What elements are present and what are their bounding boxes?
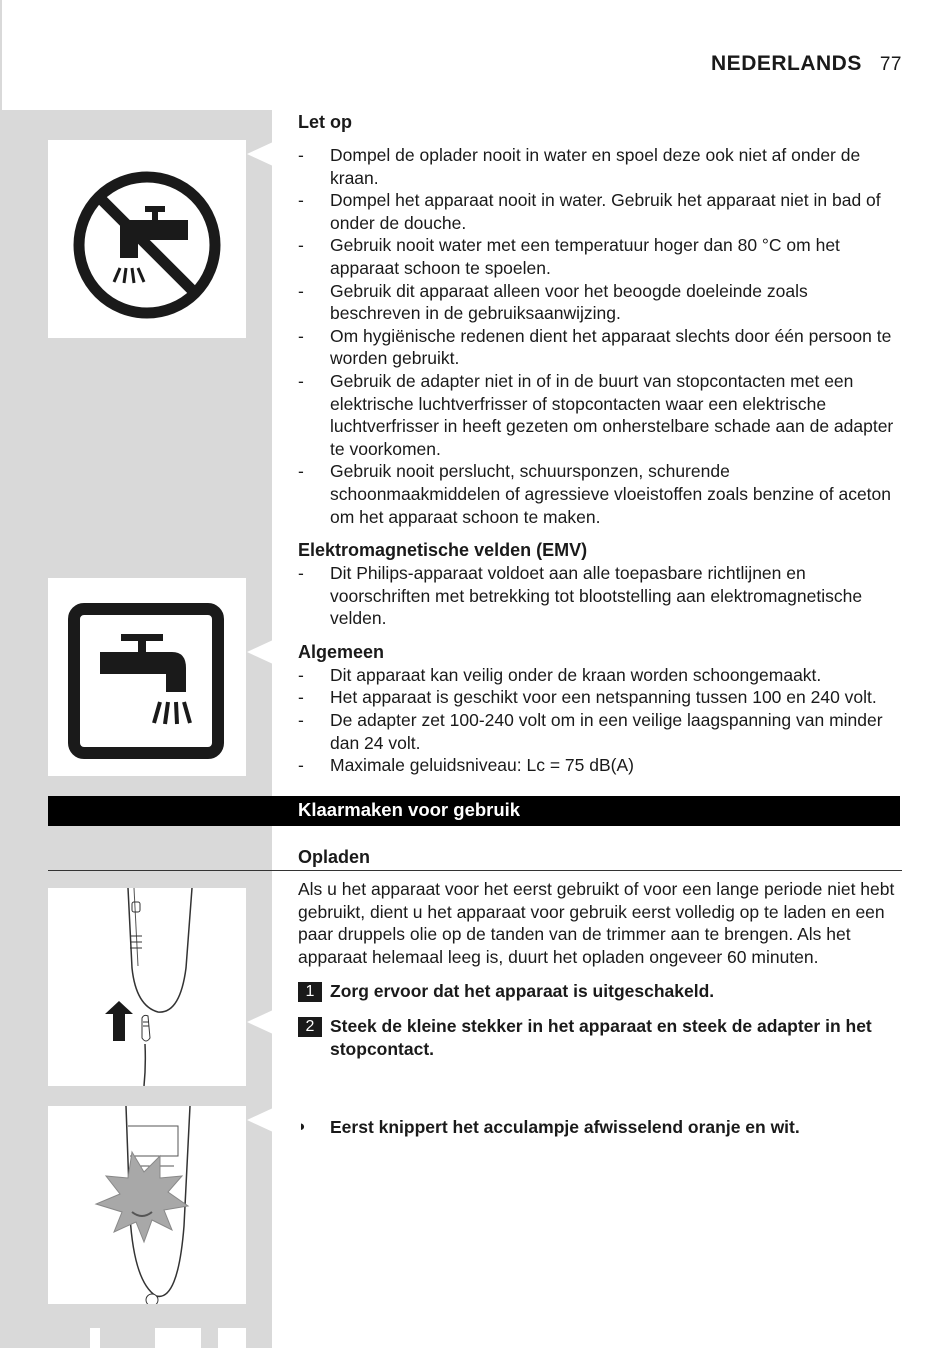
letop-list	[298, 144, 902, 528]
opladen-heading: Opladen	[298, 847, 371, 867]
page-edge-fragment	[155, 1328, 201, 1348]
no-water-icon-box	[48, 140, 246, 338]
result-line	[298, 1116, 902, 1139]
list-item: - Gebruik dit apparaat alleen voor het beoogde doeleinde zoals beschreven in de gebruiksaanwijzing.	[298, 280, 902, 325]
step-2	[298, 1015, 902, 1060]
list-item: - Gebruik de adapter niet in of in de buurt van stopcontacten met een elektrische luchtverfrisser of stopcontacten waar een elektrische luchtverfrisser in heeft gezeten om onherstelbare schade aan de adapter te voorkomen.	[298, 370, 902, 460]
emv-heading: Elektromagnetische velden (EMV)	[298, 540, 588, 561]
trimmer-charging-illustration	[48, 888, 246, 1086]
step-number: 2	[298, 1017, 322, 1037]
step-number: 1	[298, 982, 322, 1002]
list-item: - Het apparaat is geschikt voor een netspanning tussen 100 en 240 volt.	[298, 686, 902, 709]
step-1	[298, 980, 902, 1003]
result-marker-icon: ◗	[298, 1118, 308, 1135]
page-header	[711, 52, 902, 76]
callout-pointer	[247, 1010, 273, 1034]
trimmer-charge-box	[48, 888, 246, 1086]
list-item: - Om hygiënische redenen dient het apparaat slechts door één persoon te worden gebruikt.	[298, 325, 902, 370]
result-section	[298, 1116, 902, 1139]
result-text: Eerst knippert het acculampje afwisselend oranje en wit.	[330, 1117, 800, 1137]
faucet-rinse-icon	[48, 578, 246, 776]
list-item: - Dit Philips-apparaat voldoet aan alle toepasbare richtlijnen en voorschriften met betrekking tot blootstelling aan elektromagnetische velden.	[298, 562, 902, 630]
page-number: 77	[879, 54, 902, 75]
opladen-section	[298, 878, 902, 1060]
list-item: - De adapter zet 100-240 volt om in een veilige laagspanning van minder dan 24 volt.	[298, 709, 902, 754]
page-edge-fragment	[218, 1328, 246, 1348]
step-text: Steek de kleine stekker in het apparaat en steek de adapter in het stopcontact.	[330, 1015, 872, 1059]
language-label: NEDERLANDS	[711, 52, 862, 75]
callout-pointer	[247, 142, 273, 166]
section-bar	[48, 796, 900, 826]
page-edge-fragment	[90, 1328, 100, 1348]
algemeen-list	[298, 664, 902, 777]
list-item: - Dit apparaat kan veilig onder de kraan worden schoongemaakt.	[298, 664, 902, 687]
list-item: - Maximale geluidsniveau: Lc = 75 dB(A)	[298, 754, 902, 777]
step-text: Zorg ervoor dat het apparaat is uitgeschakeld.	[330, 981, 715, 1002]
water-ok-icon-box	[48, 578, 246, 776]
page-edge-rule	[0, 0, 2, 110]
letop-heading: Let op	[298, 112, 352, 132]
list-item: - Dompel het apparaat nooit in water. Gebruik het apparaat niet in bad of onder de douche.	[298, 189, 902, 234]
trimmer-blinking-light-illustration	[48, 1106, 246, 1304]
safety-section	[298, 110, 902, 777]
section-title: Klaarmaken voor gebruik	[298, 799, 521, 820]
trimmer-light-box	[48, 1106, 246, 1304]
section-divider	[48, 870, 902, 871]
list-item: - Dompel de oplader nooit in water en spoel deze ook niet af onder de kraan.	[298, 144, 902, 189]
callout-pointer	[247, 1108, 273, 1132]
algemeen-heading: Algemeen	[298, 641, 385, 662]
opladen-heading-wrap	[298, 845, 902, 869]
emv-list	[298, 562, 902, 630]
list-item: - Gebruik nooit water met een temperatuur hoger dan 80 °C om het apparaat schoon te spoelen.	[298, 234, 902, 279]
no-water-faucet-icon	[48, 140, 246, 338]
opladen-intro: Als u het apparaat voor het eerst gebruikt of voor een lange periode niet hebt gebruikt, dient u het apparaat voor gebruik eerst volledig op te laden en een paar druppels olie op de tanden van de trimmer aan te brengen. Als het apparaat helemaal leeg is, duurt het opladen ongeveer 60 minuten.	[298, 879, 895, 967]
list-item: - Gebruik nooit perslucht, schuursponzen, schurende schoonmaakmiddelen of agressieve vloeistoffen zoals benzine of aceton om het apparaat schoon te maken.	[298, 460, 902, 528]
callout-pointer	[247, 640, 273, 664]
